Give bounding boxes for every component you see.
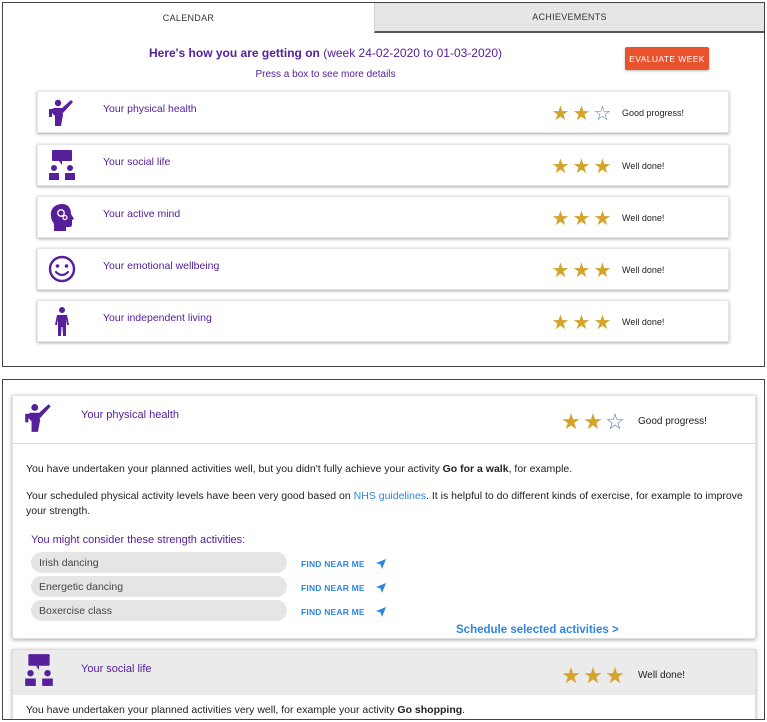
evaluate-week-button[interactable]: EVALUATE WEEK xyxy=(625,47,709,70)
physical-activity-icon xyxy=(22,400,56,434)
detail-header[interactable] xyxy=(13,396,755,444)
star-rating xyxy=(550,105,613,123)
category-label: Your independent living xyxy=(103,312,212,324)
standing-person-icon xyxy=(46,305,78,337)
category-card-social[interactable] xyxy=(37,144,729,186)
find-near-me-button[interactable] xyxy=(301,582,387,594)
star-rating xyxy=(550,314,613,332)
suggestions-heading: You might consider these strength activities: xyxy=(31,534,246,546)
status-text: Well done! xyxy=(622,317,665,327)
tab-bar xyxy=(3,3,764,33)
press-hint: Press a box to see more details xyxy=(255,69,396,80)
star-empty-icon: ☆ xyxy=(593,103,612,125)
activity-name: Go for a walk xyxy=(442,463,509,475)
category-label: Your active mind xyxy=(103,208,181,220)
find-near-me-button[interactable] xyxy=(301,558,387,570)
feedback-text: You have undertaken your planned activities very well, for example your activity xyxy=(26,704,398,716)
social-detail-body xyxy=(13,695,755,720)
social-life-detail[interactable] xyxy=(12,649,756,720)
star-rating xyxy=(560,663,626,688)
star-filled-icon: ★ xyxy=(551,260,570,282)
tab-achievements[interactable]: ACHIEVEMENTS xyxy=(374,3,764,33)
smiley-face-icon xyxy=(46,253,78,285)
star-filled-icon: ★ xyxy=(572,103,591,125)
category-label: Your emotional wellbeing xyxy=(103,260,220,272)
physical-health-detail xyxy=(12,395,756,639)
star-filled-icon: ★ xyxy=(593,156,612,178)
physical-activity-icon xyxy=(46,96,78,128)
feedback-text: Your scheduled physical activity levels have been very good based on xyxy=(26,490,354,502)
detail-label: Your social life xyxy=(81,663,152,675)
feedback-paragraph-2 xyxy=(26,489,748,519)
detail-label: Your physical health xyxy=(81,409,180,421)
detail-panel xyxy=(2,379,765,720)
head-gears-icon xyxy=(46,201,78,233)
star-filled-icon: ★ xyxy=(551,156,570,178)
star-filled-icon: ★ xyxy=(583,663,603,688)
week-summary-title xyxy=(3,46,648,60)
star-filled-icon: ★ xyxy=(593,312,612,334)
activity-option-irish-dancing[interactable]: Irish dancing xyxy=(31,552,287,573)
social-feedback-paragraph xyxy=(26,703,748,718)
star-filled-icon: ★ xyxy=(561,409,581,434)
schedule-selected-activities-link[interactable]: Schedule selected activities > xyxy=(456,624,619,636)
star-rating xyxy=(550,210,613,228)
category-label: Your social life xyxy=(103,156,171,168)
week-summary-title-bold: Here's how you are getting on xyxy=(148,46,320,60)
category-card-independent[interactable] xyxy=(37,300,729,342)
feedback-text: You have undertaken your planned activities well, but you didn't fully achieve your activity xyxy=(26,463,443,475)
star-rating xyxy=(560,409,626,434)
star-rating xyxy=(550,158,613,176)
category-card-mind[interactable] xyxy=(37,196,729,238)
star-filled-icon: ★ xyxy=(593,208,612,230)
star-filled-icon: ★ xyxy=(605,663,625,688)
find-near-me-button[interactable] xyxy=(301,606,387,618)
location-arrow-icon xyxy=(375,606,387,618)
feedback-paragraph-1 xyxy=(26,462,748,477)
star-filled-icon: ★ xyxy=(572,208,591,230)
star-filled-icon: ★ xyxy=(551,312,570,334)
feedback-text: , for example. xyxy=(508,463,573,475)
activity-name: Go shopping xyxy=(397,704,463,716)
activity-option-boxercise[interactable]: Boxercise class xyxy=(31,600,287,621)
feedback-text: . xyxy=(462,704,466,716)
star-filled-icon: ★ xyxy=(572,312,591,334)
location-arrow-icon xyxy=(375,558,387,570)
status-text: Well done! xyxy=(638,670,686,681)
location-arrow-icon xyxy=(375,582,387,594)
social-group-icon xyxy=(46,149,78,181)
week-range: (week 24-02-2020 to 01-03-2020) xyxy=(319,46,502,60)
category-card-emotional[interactable] xyxy=(37,248,729,290)
star-filled-icon: ★ xyxy=(572,260,591,282)
star-filled-icon: ★ xyxy=(593,260,612,282)
calendar-panel xyxy=(2,2,765,367)
find-near-me-label: FIND NEAR ME xyxy=(301,607,365,617)
star-filled-icon: ★ xyxy=(561,663,581,688)
find-near-me-label: FIND NEAR ME xyxy=(301,559,365,569)
status-text: Well done! xyxy=(622,265,665,275)
category-label: Your physical health xyxy=(103,103,197,115)
nhs-guidelines-link[interactable]: NHS guidelines xyxy=(353,490,427,502)
feedback-text: . It is helpful to do different kinds of exercise, for example to improve your strength. xyxy=(26,490,743,517)
star-rating xyxy=(550,262,613,280)
star-filled-icon: ★ xyxy=(572,156,591,178)
social-group-icon xyxy=(22,653,56,687)
star-filled-icon: ★ xyxy=(551,208,570,230)
status-text: Well done! xyxy=(622,213,665,223)
status-text: Well done! xyxy=(622,161,665,171)
category-card-physical[interactable] xyxy=(37,91,729,133)
star-filled-icon: ★ xyxy=(551,103,570,125)
star-filled-icon: ★ xyxy=(583,409,603,434)
find-near-me-label: FIND NEAR ME xyxy=(301,583,365,593)
tab-calendar[interactable]: CALENDAR xyxy=(3,3,374,33)
activity-option-energetic-dancing[interactable]: Energetic dancing xyxy=(31,576,287,597)
status-text: Good progress! xyxy=(622,108,685,118)
status-text: Good progress! xyxy=(638,416,707,427)
star-empty-icon: ☆ xyxy=(605,409,625,434)
